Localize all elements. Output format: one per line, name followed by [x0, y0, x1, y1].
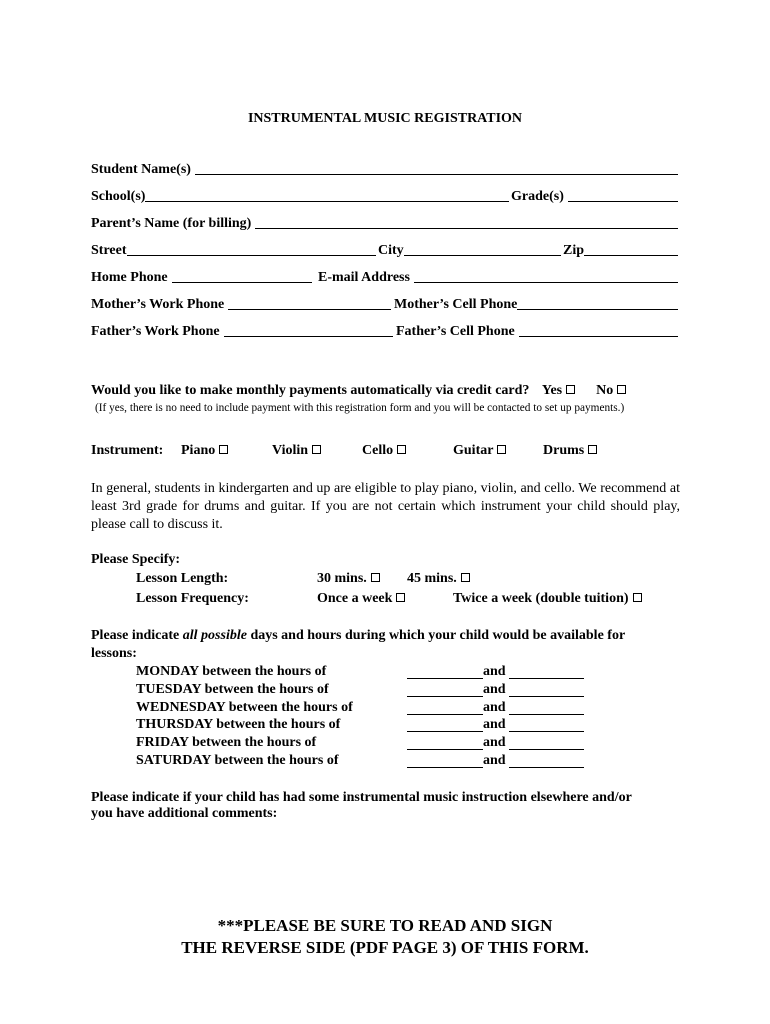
instrument-option-drums[interactable] — [543, 443, 597, 459]
availability-intro-emphasis: all possible — [182, 628, 247, 643]
email-input[interactable] — [414, 281, 678, 283]
zip-label: Zip — [563, 243, 585, 258]
start-time-input[interactable] — [407, 755, 483, 768]
availability-intro-post: days and hours during which your child would be available for — [246, 628, 626, 643]
end-time-input[interactable] — [509, 737, 584, 750]
start-time-input[interactable] — [407, 684, 483, 697]
payment-yes-label: Yes — [541, 383, 563, 398]
comments-line1: Please indicate if your child has had some instrumental music instruction elsewhere and/or — [91, 790, 632, 805]
and-label: and — [483, 699, 506, 715]
payment-no-label: No — [596, 383, 614, 398]
student-name-input[interactable] — [195, 173, 678, 175]
footer-line2: THE REVERSE SIDE (PDF PAGE 3) OF THIS FORM. — [181, 938, 589, 957]
instrument-option-piano[interactable] — [181, 443, 228, 459]
drums-label: Drums — [543, 443, 585, 458]
parent-label: Parent’s Name (for billing) — [91, 216, 252, 231]
city-label: City — [378, 243, 404, 258]
length-30-option[interactable] — [317, 571, 380, 587]
availability-row — [136, 664, 586, 680]
once-week-label: Once a week — [317, 591, 393, 606]
parent-input[interactable] — [255, 227, 678, 229]
zip-input[interactable] — [584, 254, 678, 256]
email-label: E-mail Address — [318, 270, 410, 285]
availability-row — [136, 682, 586, 698]
length-45-option[interactable] — [407, 571, 470, 587]
day-label: SATURDAY between the hours of — [136, 753, 339, 768]
instrument-option-violin[interactable] — [272, 443, 321, 459]
and-label: and — [483, 753, 506, 768]
mother-cell-label: Mother’s Cell Phone — [394, 297, 518, 312]
violin-checkbox[interactable] — [312, 445, 321, 454]
lesson-frequency-label: Lesson Frequency: — [136, 591, 249, 606]
street-label: Street — [91, 243, 127, 258]
mother-cell-input[interactable] — [517, 308, 678, 310]
school-label: School(s) — [91, 189, 146, 204]
mother-work-label: Mother’s Work Phone — [91, 297, 225, 312]
and-label: and — [483, 735, 506, 751]
once-week-checkbox[interactable] — [396, 593, 405, 602]
father-cell-row — [396, 324, 680, 340]
availability-row — [136, 700, 586, 716]
father-work-input[interactable] — [224, 335, 393, 337]
length-45-label: 45 mins. — [407, 571, 457, 586]
day-label: WEDNESDAY between the hours of — [136, 699, 353, 715]
grade-input[interactable] — [568, 200, 678, 202]
guitar-checkbox[interactable] — [497, 445, 506, 454]
comments-line2: you have additional comments: — [91, 806, 278, 821]
father-work-label: Father’s Work Phone — [91, 324, 220, 339]
school-row — [91, 189, 511, 205]
father-cell-input[interactable] — [519, 335, 678, 337]
father-work-row — [91, 324, 395, 340]
availability-row — [136, 717, 586, 733]
day-label: FRIDAY between the hours of — [136, 735, 317, 751]
once-week-option[interactable] — [317, 591, 405, 607]
home-phone-label: Home Phone — [91, 270, 168, 285]
comments-area[interactable] — [91, 826, 680, 906]
day-label: TUESDAY between the hours of — [136, 681, 329, 697]
city-row — [378, 243, 563, 259]
father-cell-label: Father’s Cell Phone — [396, 324, 515, 339]
piano-checkbox[interactable] — [219, 445, 228, 454]
start-time-input[interactable] — [407, 702, 483, 715]
violin-label: Violin — [272, 443, 309, 458]
grade-label: Grade(s) — [511, 189, 564, 204]
twice-week-label: Twice a week (double tuition) — [453, 591, 629, 606]
end-time-input[interactable] — [509, 702, 584, 715]
footer-line1: ***PLEASE BE SURE TO READ AND SIGN — [217, 916, 553, 935]
instrument-option-cello[interactable] — [362, 443, 406, 459]
payment-note: (If yes, there is no need to include payment with this registration form and you will be contacted to set up payments.) — [95, 402, 625, 414]
payment-yes-checkbox[interactable] — [566, 385, 575, 394]
cello-label: Cello — [362, 443, 394, 458]
availability-intro-line2: lessons: — [91, 646, 137, 661]
availability-row — [136, 753, 586, 769]
home-phone-row — [91, 270, 314, 286]
zip-row — [563, 243, 680, 259]
home-phone-input[interactable] — [172, 281, 312, 283]
twice-week-checkbox[interactable] — [633, 593, 642, 602]
mother-work-input[interactable] — [228, 308, 391, 310]
cello-checkbox[interactable] — [397, 445, 406, 454]
payment-question-text: Would you like to make monthly payments automatically via credit card? — [91, 383, 530, 398]
guitar-label: Guitar — [453, 443, 494, 458]
day-label: THURSDAY between the hours of — [136, 717, 341, 733]
student-name-row — [91, 162, 680, 178]
street-row — [91, 243, 378, 259]
availability-row — [136, 735, 586, 751]
instrument-label: Instrument: — [91, 443, 164, 458]
start-time-input[interactable] — [407, 666, 483, 679]
grade-row — [511, 189, 680, 205]
mother-work-row — [91, 297, 393, 313]
payment-question — [91, 383, 626, 399]
day-label: MONDAY between the hours of — [136, 664, 327, 679]
start-time-input[interactable] — [407, 719, 483, 732]
school-input[interactable] — [145, 200, 509, 202]
and-label: and — [483, 681, 506, 697]
length-30-checkbox[interactable] — [371, 573, 380, 582]
instrument-option-guitar[interactable] — [453, 443, 506, 459]
city-input[interactable] — [404, 254, 561, 256]
availability-intro-pre: Please indicate — [91, 628, 183, 643]
and-label: and — [483, 664, 506, 679]
end-time-input[interactable] — [509, 684, 584, 697]
specify-heading: Please Specify: — [91, 552, 181, 567]
lesson-length-label: Lesson Length: — [136, 571, 229, 586]
end-time-input[interactable] — [509, 666, 584, 679]
mother-cell-row — [394, 297, 680, 313]
eligibility-paragraph: In general, students in kindergarten and up are eligible to play piano, violin, and cello. We recommend at least 3rd grade for drums and guitar. If you are not certain which instrument your child should play, please call to discuss it. — [91, 481, 680, 532]
availability-intro — [91, 628, 680, 644]
student-name-label: Student Name(s) — [91, 162, 191, 177]
piano-label: Piano — [181, 443, 216, 458]
page-title: INSTRUMENTAL MUSIC REGISTRATION — [247, 111, 523, 126]
end-time-input[interactable] — [509, 719, 584, 732]
email-row — [318, 270, 680, 286]
twice-week-option[interactable] — [453, 591, 642, 607]
and-label: and — [483, 717, 506, 733]
start-time-input[interactable] — [407, 737, 483, 750]
length-45-checkbox[interactable] — [461, 573, 470, 582]
end-time-input[interactable] — [509, 755, 584, 768]
length-30-label: 30 mins. — [317, 571, 367, 586]
parent-row — [91, 216, 680, 232]
drums-checkbox[interactable] — [588, 445, 597, 454]
payment-no-checkbox[interactable] — [617, 385, 626, 394]
street-input[interactable] — [127, 254, 377, 256]
